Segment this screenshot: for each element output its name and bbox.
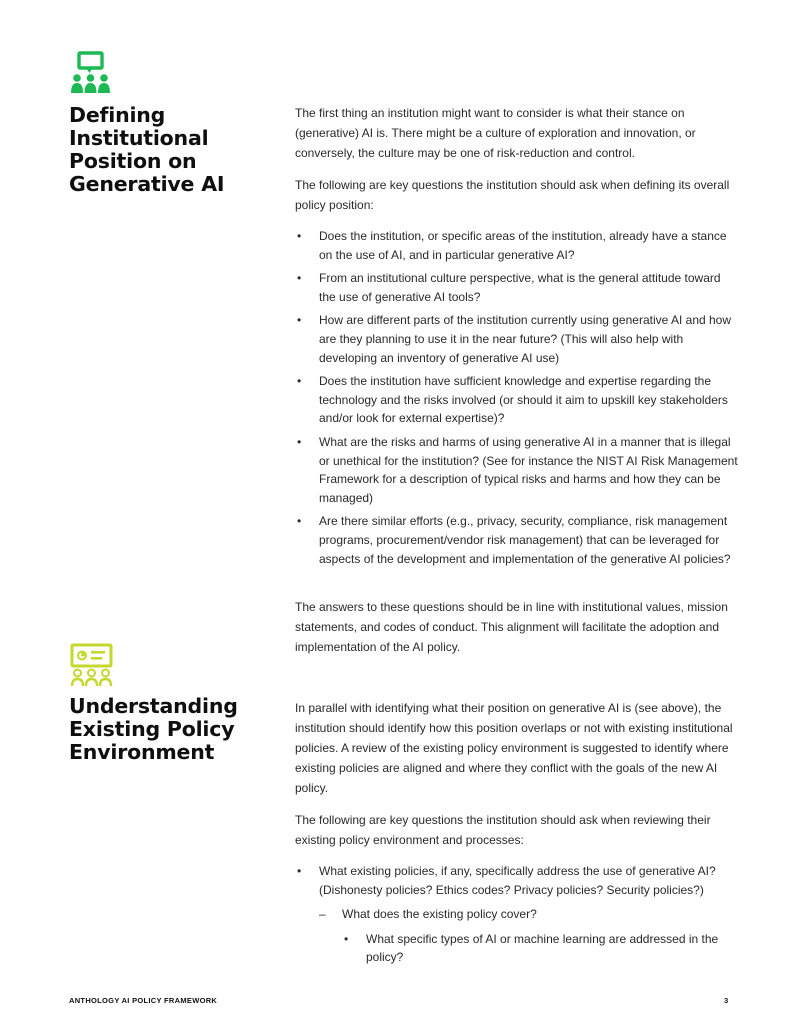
policy-board-team-icon [70,643,113,688]
footer-document-title: ANTHOLOGY AI POLICY FRAMEWORK [69,996,218,1005]
section1-para1: The first thing an institution might want to consider is what their stance on (generative) AI is. There might be a culture of exploration and innovation, or conversely, the culture may be one of risk-reduction and control. [295,106,696,160]
section1-title: Defining Institutional Position on Generative AI [69,103,225,196]
list-item: • From an institutional culture perspective, what is the general attitude toward the use of generative AI tools? [295,269,740,306]
list-item: • What specific types of AI or machine learning are addressed in the policy? [295,930,740,967]
section1-question-list [295,227,740,568]
list-item: • Does the institution, or specific areas of the institution, already have a stance on the use of AI, and in particular generative AI? [295,227,740,264]
list-item: • How are different parts of the institution currently using generative AI and how are they planning to use it in the near future? (This will also help with developing an inventory of generative AI use) [295,311,740,367]
section1-para2: The following are key questions the institution should ask when defining its overall policy position: [295,178,730,212]
list-item: • Are there similar efforts (e.g., privacy, security, compliance, risk management programs, procurement/vendor risk management) that can be leveraged for aspects of the development and implementation of the generative AI policies? [295,512,740,568]
section2-title: Understanding Existing Policy Environment [69,694,238,764]
section2-question-list [295,862,740,967]
section2-para2: The following are key questions the institution should ask when reviewing their existing policy environment and processes: [295,813,711,847]
list-item: • Does the institution have sufficient knowledge and expertise regarding the technology and the risks involved (or should it aim to upskill key stakeholders and/or look for external expertise)? [295,372,740,428]
list-item: • What existing policies, if any, specifically address the use of generative AI? (Dishonesty policies? Ethics codes? Privacy policies? Security policies?) [295,862,740,899]
presentation-audience-icon [70,51,112,95]
list-item: • What are the risks and harms of using generative AI in a manner that is illegal or unethical for the institution? (See for instance the NIST AI Risk Management Framework for a description of typical risks and harms and how they can be managed) [295,433,740,507]
section1-body [295,103,740,568]
list-item: – What does the existing policy cover? [295,905,740,924]
section1-para3: The answers to these questions should be in line with institutional values, mission statements, and codes of conduct. This alignment will facilitate the adoption and implementation of the AI policy. [295,600,728,654]
section2-body [295,698,740,967]
page-number: 3 [724,996,729,1005]
section2-para1: In parallel with identifying what their position on generative AI is (see above), the institution should identify how this position overlaps or not with existing institutional policies. A review of the existing policy environment is suggested to identify where existing policies are aligned and where they conflict with the goals of the new AI policy. [295,701,733,795]
